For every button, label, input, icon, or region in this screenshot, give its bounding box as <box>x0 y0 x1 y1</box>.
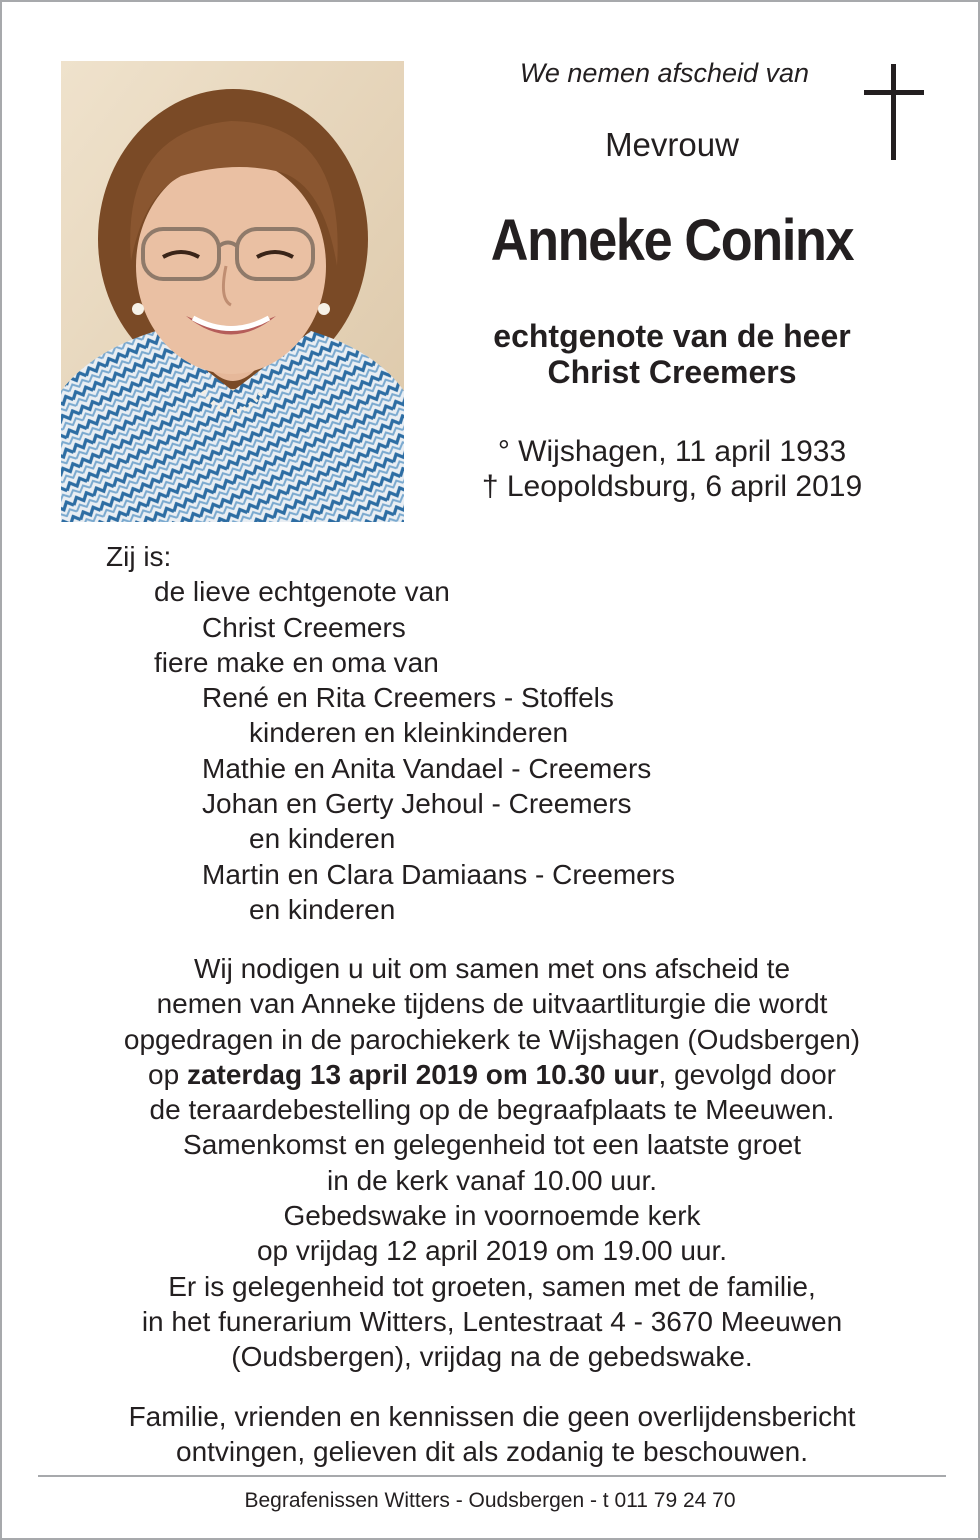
death-date: † Leopoldsburg, 6 april 2019 <box>481 470 863 503</box>
service-date: zaterdag 13 april 2019 om 10.30 uur <box>186 1058 659 1090</box>
family-line: Martin en Clara Damiaans - Creemers <box>202 858 676 890</box>
family-line: Christ Creemers <box>202 611 406 643</box>
closing-line: ontvingen, gelieven dit als zodanig te beschouwen. <box>176 1436 808 1468</box>
funeral-home-contact: Begrafenissen Witters - Oudsbergen - t 011 79 24 70 <box>244 1489 736 1512</box>
family-line: Zij is: <box>106 541 172 572</box>
invitation-text <box>42 951 942 1375</box>
invitation-line: Wij nodigen u uit om samen met ons afscheid te <box>193 953 791 984</box>
spouse-line: echtgenote van de heer <box>493 318 851 354</box>
invitation-line: op vrijdag 12 april 2019 om 19.00 uur. <box>256 1235 728 1267</box>
invitation-line-service-date: op zaterdag 13 april 2019 om 10.30 uur, gevolgd door <box>148 1058 836 1090</box>
family-line: en kinderen <box>249 893 396 925</box>
invitation-line: in de kerk vanaf 10.00 uur. <box>327 1164 657 1196</box>
invitation-line: Er is gelegenheid tot groeten, samen met de familie, <box>168 1270 816 1302</box>
family-line: kinderen en kleinkinderen <box>249 717 569 749</box>
birth-date: ° Wijshagen, 11 april 1933 <box>497 435 847 468</box>
invitation-line: de teraardebestelling op de begraafplaats te Meeuwen. <box>149 1094 835 1126</box>
cross-icon <box>864 64 924 160</box>
family-line: Mathie en Anita Vandael - Creemers <box>202 752 652 784</box>
family-list <box>106 539 675 927</box>
invitation-line: (Oudsbergen), vrijdag na de gebedswake. <box>231 1341 753 1373</box>
portrait-photo <box>61 61 404 522</box>
spouse-name: Christ Creemers <box>547 354 797 390</box>
closing-line: Familie, vrienden en kennissen die geen overlijdensbericht <box>128 1401 856 1432</box>
invitation-line: opgedragen in de parochiekerk te Wijshagen (Oudsbergen) <box>123 1023 861 1055</box>
family-line: en kinderen <box>249 823 396 855</box>
life-dates <box>442 434 902 504</box>
honorific: Mevrouw <box>605 126 739 163</box>
divider <box>38 1475 946 1477</box>
family-line: fiere make en oma van <box>154 646 439 678</box>
invitation-line: Samenkomst en gelegenheid tot een laatste groet <box>183 1129 801 1161</box>
spouse-block <box>442 318 902 390</box>
family-line: René en Rita Creemers - Stoffels <box>202 682 614 714</box>
family-line: Johan en Gerty Jehoul - Creemers <box>202 788 632 820</box>
closing-text <box>42 1399 942 1470</box>
intro-text: We nemen afscheid van <box>519 58 810 88</box>
portrait-illustration <box>61 61 404 522</box>
deceased-name: Anneke Coninx <box>490 208 854 273</box>
invitation-line: nemen van Anneke tijdens de uitvaartliturgie die wordt <box>156 988 828 1020</box>
invitation-line: in het funerarium Witters, Lentestraat 4 - 3670 Meeuwen <box>141 1305 843 1337</box>
family-line: de lieve echtgenote van <box>154 576 450 608</box>
invitation-line: Gebedswake in voornoemde kerk <box>283 1200 701 1232</box>
